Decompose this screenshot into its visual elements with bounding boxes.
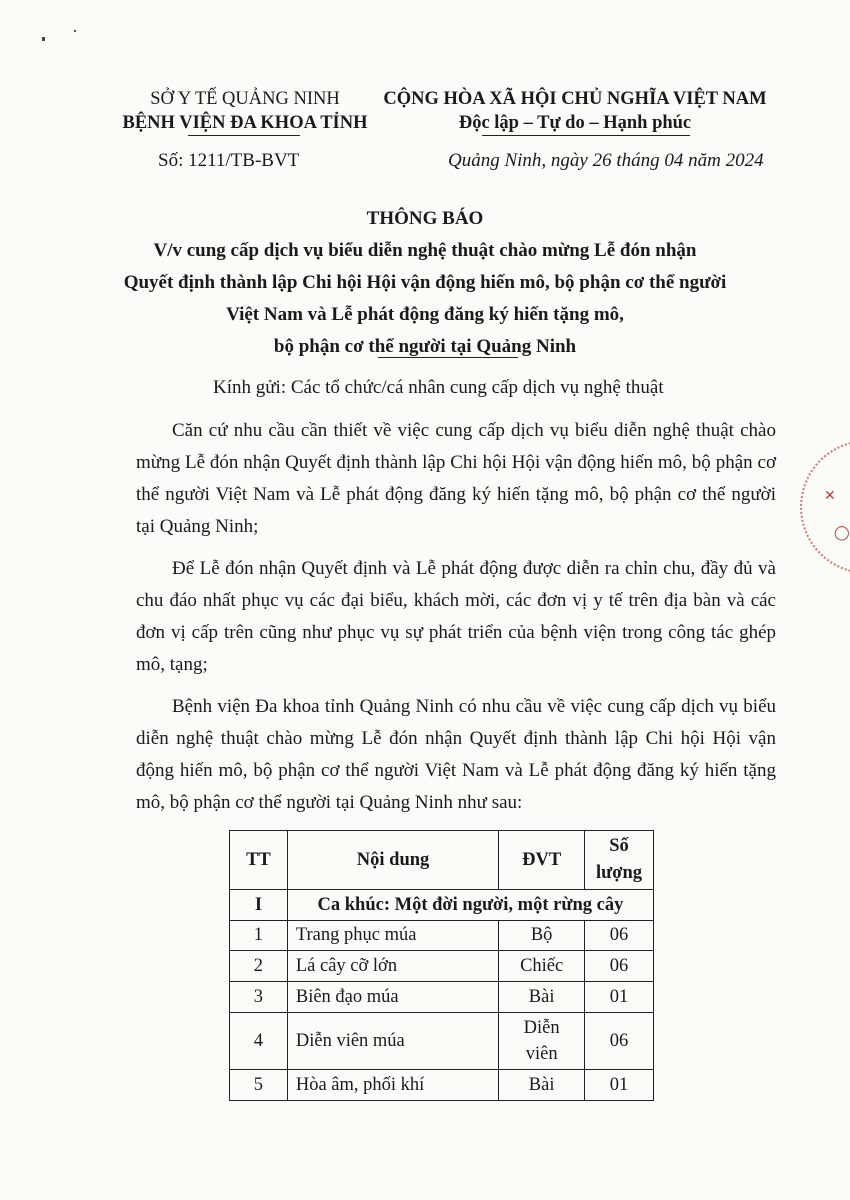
national-block <box>370 87 780 135</box>
row-unit <box>499 1013 585 1070</box>
row-tt: 2 <box>230 951 288 982</box>
notice-title <box>100 203 750 363</box>
title-main: THÔNG BÁO <box>366 208 484 229</box>
table-row <box>230 1070 654 1101</box>
paragraph-2: Để Lễ đón nhận Quyết định và Lễ phát động được diễn ra chỉn chu, đầy đủ và chu đáo nhất phục vụ các đại biểu, khách mời, các đơn vị y tế trên địa bàn và các đơn vị cấp trên cũng như phục vụ sự phát triển của bệnh viện trong công tác ghép mô, tạng; <box>136 558 776 675</box>
agency-underline <box>188 135 300 136</box>
place-date: Quảng Ninh, ngày 26 tháng 04 năm 2024 <box>448 150 764 171</box>
scan-speck <box>74 30 76 32</box>
header-content: Nội dung <box>287 831 498 890</box>
row-content: Trang phục múa <box>287 921 498 951</box>
header-qty-line2: lượng <box>596 863 643 883</box>
recipient: Kính gửi: Các tổ chức/cá nhân cung cấp dịch vụ nghệ thuật <box>213 377 664 398</box>
agency-block <box>100 87 390 135</box>
row-content: Biên đạo múa <box>287 982 498 1013</box>
table-row <box>230 1013 654 1070</box>
row-qty: 06 <box>585 951 654 982</box>
row-content: Lá cây cỡ lớn <box>287 951 498 982</box>
motto: Độc lập – Tự do – Hạnh phúc <box>458 113 692 133</box>
subject-line-3: Việt Nam và Lễ phát động đăng ký hiến tặng mô, <box>226 304 624 325</box>
row-unit: Bộ <box>499 921 585 951</box>
row-content: Diễn viên múa <box>287 1013 498 1070</box>
row-unit: Bài <box>499 982 585 1013</box>
stamp-glyph: ✕ <box>824 489 836 504</box>
row-qty: 06 <box>585 921 654 951</box>
row-tt: 4 <box>230 1013 288 1070</box>
row-unit: Chiếc <box>499 951 585 982</box>
subject-line-2: Quyết định thành lập Chi hội Hội vận động hiến mô, bộ phận cơ thể người <box>123 272 727 293</box>
header-tt: TT <box>230 831 288 890</box>
title-underline <box>378 357 518 358</box>
row-tt: 1 <box>230 921 288 951</box>
agency-line-1: SỞ Y TẾ QUẢNG NINH <box>150 89 340 109</box>
row-tt: 5 <box>230 1070 288 1101</box>
table-row <box>230 921 654 951</box>
header-qty-line1: Số <box>609 836 629 856</box>
row-content: Hòa âm, phối khí <box>287 1070 498 1101</box>
subject-line-4: bộ phận cơ thể người tại Quảng Ninh <box>273 336 577 357</box>
header-unit: ĐVT <box>499 831 585 890</box>
paragraph-1: Căn cứ nhu cầu cần thiết về việc cung cấp dịch vụ biểu diễn nghệ thuật chào mừng Lễ đón nhận Quyết định thành lập Chi hội Hội vận động hiến mô, bộ phận cơ thể người Việt Nam và Lễ phát động đăng ký hiến tặng mô, bộ phận cơ thể người tại Quảng Ninh; <box>136 420 776 537</box>
doc-number: Số: 1211/TB-BVT <box>158 150 300 171</box>
table-header-row <box>230 831 654 890</box>
row-qty: 06 <box>585 1013 654 1070</box>
country-name: CỘNG HÒA XÃ HỘI CHỦ NGHĨA VIỆT NAM <box>383 89 767 109</box>
table-row <box>230 951 654 982</box>
section-label: Ca khúc: Một đời người, một rừng cây <box>287 890 653 921</box>
service-table <box>229 830 654 1101</box>
agency-line-2: BỆNH VIỆN ĐA KHOA TỈNH <box>122 113 368 133</box>
table-row <box>230 982 654 1013</box>
stamp-mark <box>800 440 850 574</box>
paragraph-3: Bệnh viện Đa khoa tỉnh Quảng Ninh có nhu cầu về việc cung cấp dịch vụ biểu diễn nghệ thuật chào mừng Lễ đón nhận Quyết định thành lập Chi hội Hội vận động hiến mô, bộ phận cơ thể người Việt Nam và Lễ phát động đăng ký hiến tặng mô, bộ phận cơ thể người tại Quảng Ninh như sau: <box>136 696 776 813</box>
subject-line-1: V/v cung cấp dịch vụ biểu diễn nghệ thuật chào mừng Lễ đón nhận <box>153 240 697 261</box>
table-section-row <box>230 890 654 921</box>
row-unit: Bài <box>499 1070 585 1101</box>
row-unit-line1: Diễn <box>523 1018 560 1038</box>
section-num: I <box>230 890 288 921</box>
motto-underline <box>482 135 690 136</box>
stamp-glyph: ◯ <box>834 526 850 541</box>
row-unit-line2: viên <box>525 1044 558 1064</box>
header-qty <box>585 831 654 890</box>
row-tt: 3 <box>230 982 288 1013</box>
row-qty: 01 <box>585 1070 654 1101</box>
row-qty: 01 <box>585 982 654 1013</box>
scan-speck <box>42 37 45 41</box>
